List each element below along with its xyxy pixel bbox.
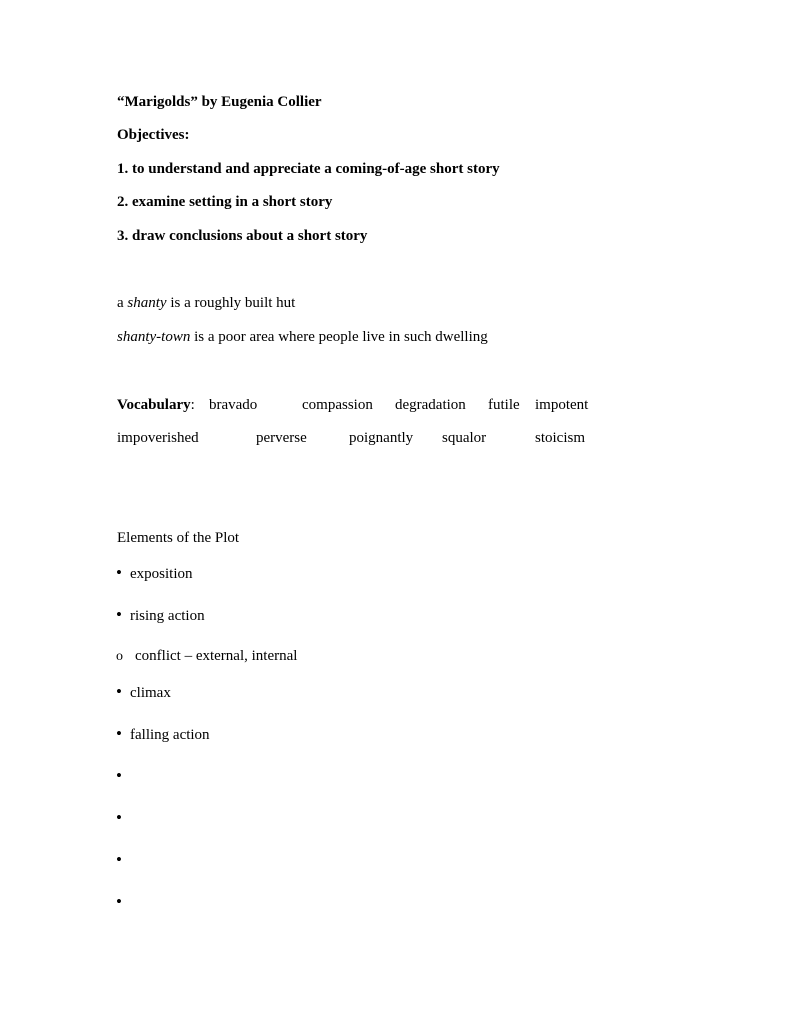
- plot-item-text: conflict – external, internal: [135, 648, 298, 664]
- plot-list-item-empty: [116, 767, 130, 786]
- bullet-icon: •: [116, 766, 122, 785]
- vocabulary-word: degradation: [395, 397, 466, 413]
- objective-item: 2. examine setting in a short story: [117, 194, 333, 210]
- vocabulary-word: squalor: [442, 430, 487, 446]
- vocabulary-word: perverse: [256, 430, 307, 446]
- objectives-heading: Objectives:: [117, 127, 190, 143]
- definition-shanty: [117, 294, 295, 312]
- plot-heading: Elements of the Plot: [117, 530, 240, 546]
- plot-item-text: rising action: [130, 608, 205, 624]
- plot-item-text: exposition: [130, 566, 193, 582]
- objective-item: 1. to understand and appreciate a coming-of-age short story: [117, 161, 500, 177]
- plot-list-item-empty: [116, 851, 130, 870]
- plot-list-item: [116, 683, 171, 702]
- vocabulary-word: impoverished: [117, 430, 199, 446]
- circle-bullet-icon: o: [116, 649, 123, 664]
- plot-list-item-empty: [116, 893, 130, 912]
- definition-shanty-town: [117, 328, 488, 346]
- bullet-icon: •: [116, 563, 122, 582]
- bullet-icon: •: [116, 682, 122, 701]
- bullet-icon: •: [116, 724, 122, 743]
- plot-list-item-empty: [116, 809, 130, 828]
- document-title: “Marigolds” by Eugenia Collier: [117, 94, 322, 110]
- bullet-icon: •: [116, 605, 122, 624]
- vocabulary-word: compassion: [302, 397, 373, 413]
- vocabulary-label: [117, 396, 195, 414]
- definition-prefix: a: [117, 295, 128, 311]
- plot-sublist-item: [116, 647, 297, 666]
- plot-item-text: falling action: [130, 727, 210, 743]
- vocabulary-colon: :: [190, 397, 195, 413]
- plot-list-item: [116, 725, 210, 744]
- vocabulary-word: poignantly: [349, 430, 414, 446]
- definition-term: shanty: [127, 295, 167, 311]
- plot-item-text: climax: [130, 685, 171, 701]
- vocabulary-word: stoicism: [535, 430, 586, 446]
- bullet-icon: •: [116, 808, 122, 827]
- vocabulary-word: impotent: [535, 397, 589, 413]
- vocabulary-label-text: Vocabulary: [117, 397, 191, 413]
- definition-text: is a poor area where people live in such dwelling: [190, 329, 488, 345]
- vocabulary-word: futile: [488, 397, 520, 413]
- objective-item: 3. draw conclusions about a short story: [117, 228, 368, 244]
- bullet-icon: •: [116, 892, 122, 911]
- vocabulary-word: bravado: [209, 397, 258, 413]
- plot-list-item: [116, 606, 205, 625]
- definition-text: is a roughly built hut: [166, 295, 296, 311]
- definition-term: shanty-town: [117, 329, 191, 345]
- bullet-icon: •: [116, 850, 122, 869]
- plot-list-item: [116, 564, 193, 583]
